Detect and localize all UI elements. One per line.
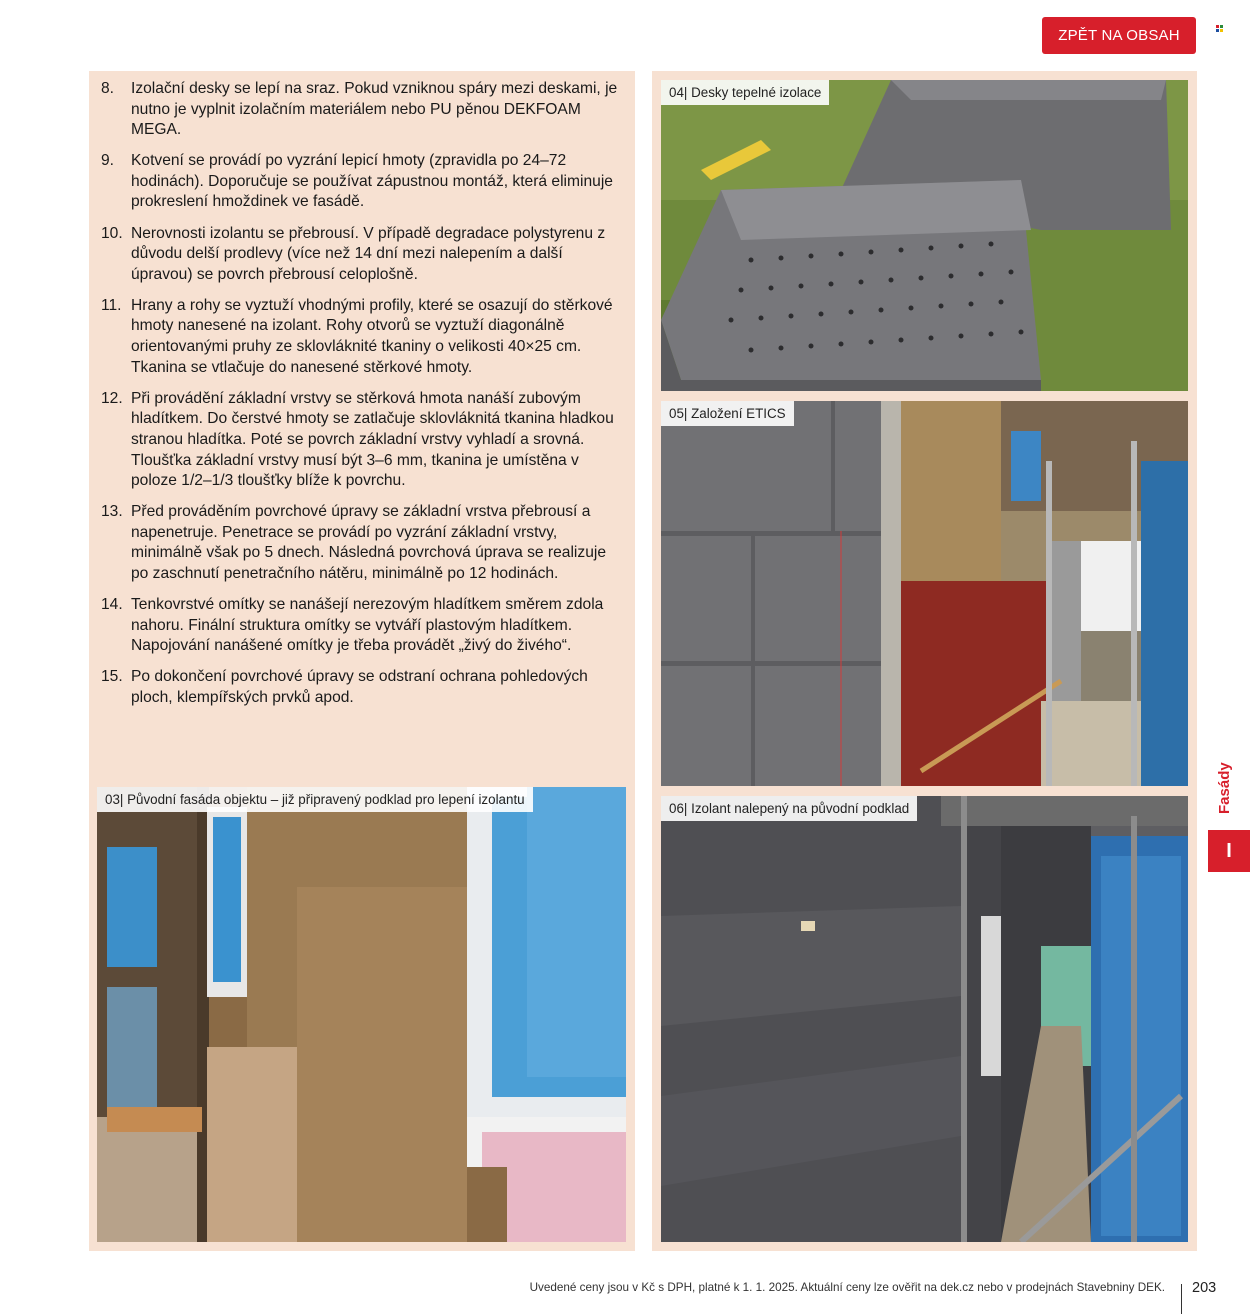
photo-caption: 03| Původní fasáda objektu – již připravený podklad pro lepení izolantu — [97, 787, 533, 812]
list-item — [101, 502, 626, 584]
section-label: Fasády — [1216, 762, 1233, 814]
step-number: 10. — [101, 224, 123, 242]
step-number: 8. — [101, 80, 115, 97]
step-number: 12. — [101, 389, 123, 407]
step-text: Při provádění základní vrstvy se stěrková hmota nanáší zubovým hladítkem. Do čerstvé hmoty se zatlačuje sklovláknitá tkanina hladkou stranou hladítka. Poté se povrch základní vrstvy vyhladí a srovná. Tloušťka základní vrstvy musí být 3–6 mm, tkanina je umístěna v poloze 1/2–1/3 tloušťky blíže k povrchu. — [131, 389, 614, 490]
footer-price-note: Uvedené ceny jsou v Kč s DPH, platné k 1. 1. 2025. Aktuální ceny lze ověřit na dek.cz nebo v prodejnách Stavebniny DEK. — [529, 1281, 1165, 1294]
step-number: 14. — [101, 596, 123, 614]
photo-caption: 05| Založení ETICS — [661, 401, 794, 426]
page-number: 203 — [1192, 1280, 1217, 1296]
photo-caption: 06| Izolant nalepený na původní podklad — [661, 796, 917, 821]
step-text: Hrany a rohy se vyztuží vhodnými profily, které se osazují do stěrkové hmoty nanesené na izolant. Rohy otvorů se vyztuží diagonálně orientovanými pruhy ze sklovláknité tkaniny o velikosti 40×25 cm. Tkanina se vtlačuje do nanesené stěrkové hmoty. — [131, 296, 613, 376]
step-number: 11. — [101, 296, 122, 314]
list-item — [101, 79, 626, 141]
dek-logo-icon — [1216, 25, 1226, 35]
step-number: 9. — [101, 152, 115, 170]
step-number: 13. — [101, 503, 123, 521]
footer-divider — [1181, 1284, 1182, 1314]
instructions-panel — [89, 71, 635, 1251]
step-text: Izolační desky se lepí na sraz. Pokud vzniknou spáry mezi deskami, je nutno je vyplnit izolačním materiálem nebo PU pěnou DEKFOAM MEGA. — [131, 80, 618, 139]
photo-etics-foundation — [661, 401, 1188, 786]
photo-caption: 04| Desky tepelné izolace — [661, 80, 829, 105]
back-to-contents-button[interactable]: ZPĚT NA OBSAH — [1042, 17, 1196, 54]
list-item — [101, 667, 626, 708]
steps-list — [101, 79, 626, 719]
step-text: Nerovnosti izolantu se přebrousí. V případě degradace polystyrenu z důvodu delší prodlevy (více než 14 dní mezi nalepením a další úpravou) se povrch přebrousí celoplošně. — [131, 224, 606, 283]
photos-panel — [652, 71, 1197, 1251]
photo-insulation-glued — [661, 796, 1188, 1242]
step-text: Tenkovrstvé omítky se nanášejí nerezovým hladítkem směrem zdola nahoru. Finální struktura omítky se vytváří plastovým hladítkem. Napojování nanášené omítky je třeba provádět „živý do živého“. — [131, 596, 604, 655]
step-text: Po dokončení povrchové úpravy se odstraní ochrana pohledových ploch, klempířských prvků apod. — [131, 668, 588, 706]
list-item — [101, 224, 626, 286]
list-item — [101, 389, 626, 492]
step-text: Před prováděním povrchové úpravy se základní vrstva přebrousí a napenetruje. Penetrace se provádí po vyzrání základní vrstvy, minimálně však po 5 dnech. Následná povrchová úprava se realizuje po zaschnutí penetračního nátěru, minimálně po 12 hodinách. — [131, 503, 607, 582]
list-item — [101, 151, 626, 213]
list-item — [101, 595, 626, 657]
step-number: 15. — [101, 668, 123, 686]
photo-insulation-boards — [661, 80, 1188, 391]
photo-original-facade — [97, 787, 626, 1242]
chapter-tab[interactable]: I — [1208, 830, 1250, 872]
step-text: Kotvení se provádí po vyzrání lepicí hmoty (zpravidla po 24–72 hodinách). Doporučuje se používat zápustnou montáž, která eliminuje prokreslení hmoždinek ve fasádě. — [131, 152, 613, 211]
list-item — [101, 296, 626, 378]
